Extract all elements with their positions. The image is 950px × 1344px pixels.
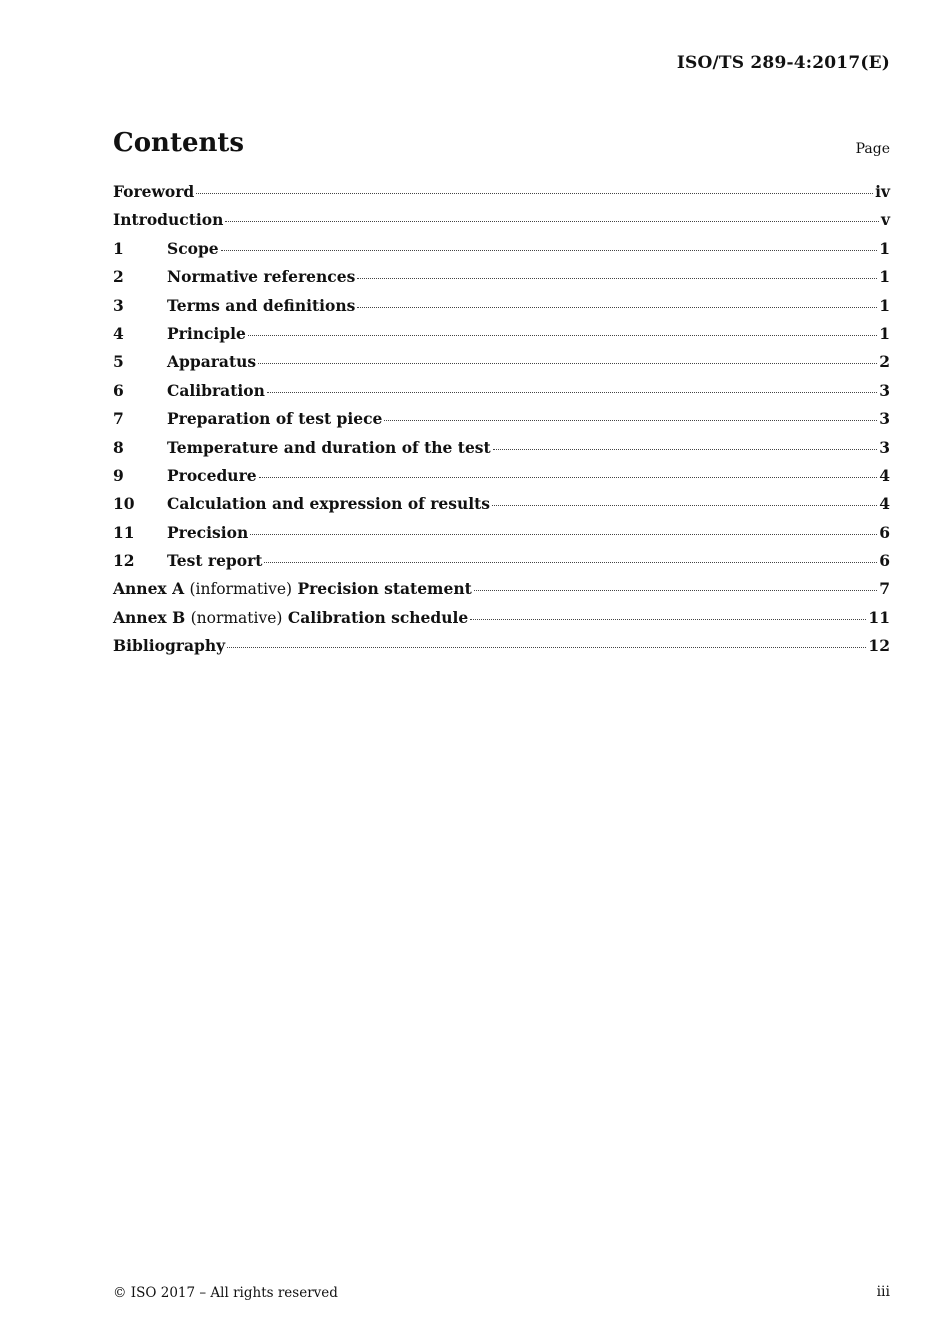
dot-leader [384, 420, 877, 421]
toc-entry[interactable] [113, 239, 890, 267]
dot-leader [250, 534, 877, 535]
toc-entry-text: Normative references [167, 267, 356, 287]
dot-leader [221, 250, 878, 251]
toc-entry-title [113, 210, 223, 229]
dot-leader [248, 335, 877, 336]
toc-entry-page: 2 [879, 352, 890, 372]
toc-entry-number: 11 [113, 522, 135, 542]
toc-entry[interactable] [113, 636, 890, 664]
toc-annex-label: Annex B [113, 607, 186, 627]
toc-entry-page: 3 [879, 409, 890, 429]
toc-entry-page: 3 [879, 380, 890, 400]
dot-leader [264, 562, 877, 563]
toc-entry-title [167, 466, 257, 485]
toc-entry[interactable] [113, 352, 890, 380]
page-column-label: Page [855, 141, 890, 157]
toc-entry-title [167, 438, 491, 457]
toc-entry[interactable] [113, 182, 890, 210]
toc-entry[interactable] [113, 466, 890, 494]
toc-entry[interactable] [113, 494, 890, 522]
toc-entry-text: Preparation of test piece [167, 409, 383, 429]
toc-entry-text: Precision [167, 522, 249, 542]
toc-entry-number: 9 [113, 465, 124, 485]
dot-leader [492, 505, 877, 506]
toc-entry-page: iv [875, 182, 890, 201]
toc-entry-number: 12 [113, 551, 135, 571]
toc-entry[interactable] [113, 381, 890, 409]
toc-entry-page: 1 [879, 295, 890, 315]
toc-entry-number: 8 [113, 437, 124, 457]
toc-entry-text: Calculation and expression of results [167, 494, 491, 514]
toc-entry-number: 1 [113, 238, 124, 258]
toc-entry[interactable] [113, 324, 890, 352]
toc-entry-title [167, 551, 262, 570]
toc-annex-label: Annex A [113, 579, 185, 599]
toc-entry-page: 1 [879, 323, 890, 343]
toc-entry-text: Terms and definitions [167, 295, 356, 315]
toc-entry[interactable] [113, 210, 890, 238]
toc-entry-page: 1 [879, 267, 890, 287]
page-number: iii [876, 1284, 890, 1300]
toc-entry-text: Scope [167, 238, 219, 258]
toc-entry-page: 12 [868, 636, 890, 656]
toc-entry-text: Foreword [113, 182, 195, 201]
toc-entry-text: Test report [167, 551, 263, 571]
toc-entry[interactable] [113, 551, 890, 579]
toc-entry-text: Calibration [167, 380, 265, 400]
dot-leader [267, 392, 877, 393]
toc-entry-page: v [880, 210, 890, 230]
toc-entry-text: Procedure [167, 465, 257, 485]
toc-entry-number: 6 [113, 380, 124, 400]
dot-leader [474, 590, 877, 591]
toc-entry-text: Temperature and duration of the test [167, 437, 491, 457]
toc-entry-title [167, 494, 490, 513]
toc-entry-page: 6 [879, 551, 890, 571]
toc-entry-title [167, 239, 219, 258]
toc-entry-title [113, 182, 194, 201]
toc-entry-text: Bibliography [113, 636, 226, 656]
toc-entry-number: 7 [113, 409, 124, 429]
toc-entry[interactable] [113, 409, 890, 437]
toc-entry-title [167, 324, 246, 343]
dot-leader [196, 193, 873, 194]
toc-entry-page: 7 [879, 579, 890, 599]
toc-entry-title [167, 267, 355, 286]
toc-annex-type: (normative) [190, 608, 283, 627]
toc-entry-text: Calibration schedule [287, 607, 469, 627]
toc-entry-number: 4 [113, 323, 124, 343]
toc-entry-number: 3 [113, 295, 124, 315]
dot-leader [258, 363, 877, 364]
toc-entry-text: Principle [167, 323, 246, 343]
toc-entry-page: 6 [879, 522, 890, 542]
toc-entry-title [113, 636, 225, 655]
dot-leader [357, 307, 877, 308]
contents-header [113, 128, 890, 168]
document-id: ISO/TS 289-4:2017(E) [676, 53, 890, 73]
toc-entry-title [113, 608, 468, 627]
toc-entry-page: 4 [879, 465, 890, 485]
dot-leader [493, 449, 878, 450]
toc-entry-title [167, 296, 355, 315]
toc-entry[interactable] [113, 267, 890, 295]
toc-entry[interactable] [113, 608, 890, 636]
copyright-notice: © ISO 2017 – All rights reserved [113, 1285, 338, 1301]
dot-leader [259, 477, 878, 478]
table-of-contents [113, 182, 890, 665]
toc-entry-number: 5 [113, 352, 124, 372]
toc-annex-type: (informative) [189, 580, 293, 599]
toc-entry-title [167, 523, 248, 542]
toc-entry-text: Apparatus [167, 352, 257, 372]
toc-entry[interactable] [113, 579, 890, 607]
dot-leader [225, 221, 879, 222]
toc-entry[interactable] [113, 438, 890, 466]
toc-entry-page: 3 [879, 437, 890, 457]
toc-entry-title [167, 352, 256, 371]
toc-entry-page: 1 [879, 238, 890, 258]
toc-entry-title [167, 381, 265, 400]
toc-entry-number: 10 [113, 494, 135, 514]
toc-entry[interactable] [113, 523, 890, 551]
dot-leader [470, 619, 866, 620]
contents-title: Contents [113, 128, 245, 158]
toc-entry-number: 2 [113, 267, 124, 287]
toc-entry-page: 4 [879, 494, 890, 514]
toc-entry-text: Precision statement [297, 579, 472, 599]
toc-entry[interactable] [113, 296, 890, 324]
dot-leader [227, 647, 866, 648]
dot-leader [357, 278, 877, 279]
toc-entry-page: 11 [868, 607, 890, 627]
toc-entry-title [113, 579, 472, 598]
toc-entry-text: Introduction [113, 210, 224, 230]
toc-entry-title [167, 409, 382, 428]
